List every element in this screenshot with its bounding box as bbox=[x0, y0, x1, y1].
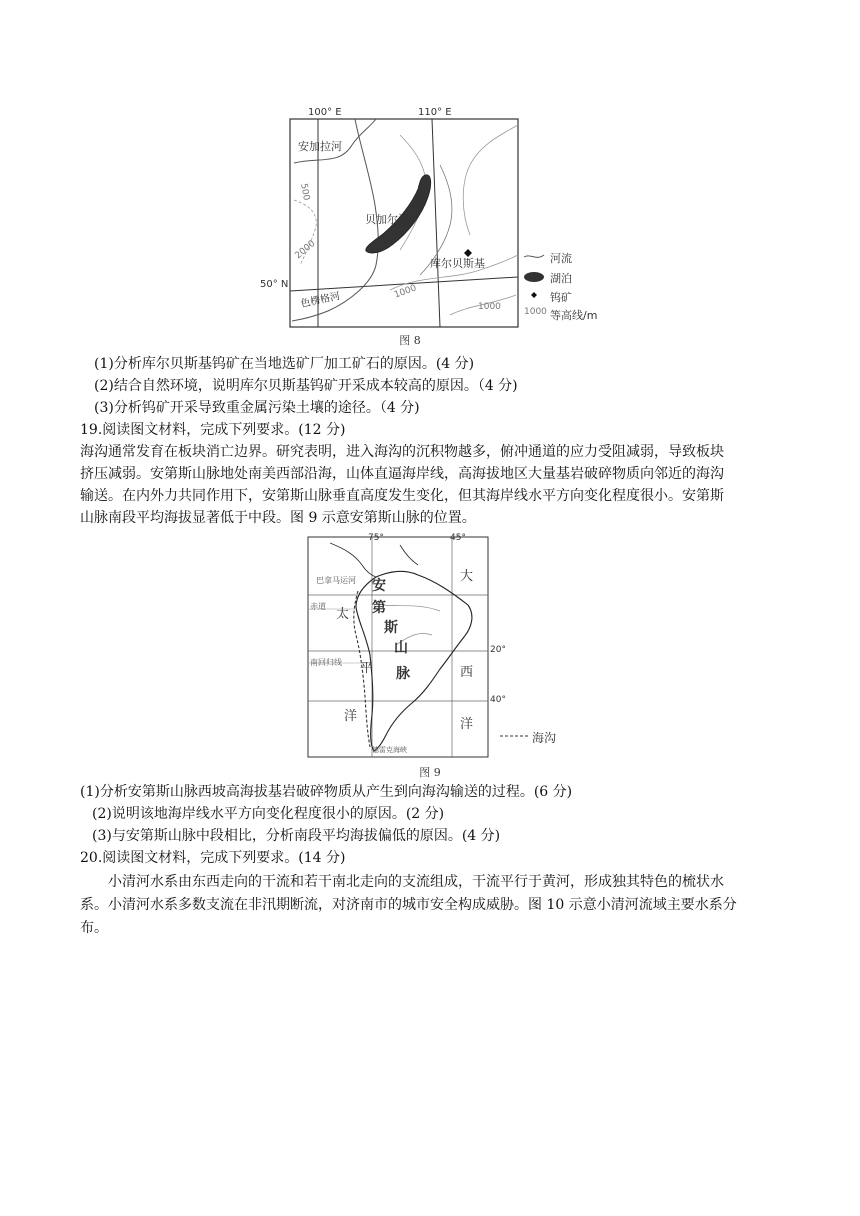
label-yang2: 洋 bbox=[460, 717, 474, 732]
q19-sub2: (2)说明该地海岸线水平方向变化程度很小的原因。(2 分) bbox=[92, 806, 445, 822]
label-an: 安 bbox=[372, 578, 386, 594]
q18-sub2: (2)结合自然环境，说明库尔贝斯基钨矿开采成本较高的原因。（4 分) bbox=[94, 378, 518, 394]
legend-contour-sample: 1000 bbox=[524, 307, 547, 317]
q19-para-line3: 输送。在内外力共同作用下，安第斯山脉垂直高度发生变化，但其海岸线水平方向变化程度很小。安第斯 bbox=[80, 488, 724, 504]
label-angara-river: 安加拉河 bbox=[298, 140, 342, 153]
figure-9-caption: 图 9 bbox=[419, 766, 441, 779]
q20-para-line3: 布。 bbox=[80, 920, 108, 936]
label-tropic: 南回归线 bbox=[310, 658, 342, 667]
figure-8-map bbox=[260, 105, 610, 345]
legend-trench: 海沟 bbox=[532, 731, 557, 745]
label-shan: 山 bbox=[394, 640, 408, 656]
label-lon45: 45° bbox=[450, 533, 466, 543]
label-selenga-river: 色楞格河 bbox=[299, 290, 342, 310]
figure-8-caption: 图 8 bbox=[399, 334, 421, 347]
q20-para-line1: 小清河水系由东西走向的干流和若干南北走向的支流组成，干流平行于黄河，形成独其特色的梳状水 bbox=[108, 874, 724, 890]
contour-label-1000b: 1000 bbox=[478, 302, 501, 312]
label-tai: 太 bbox=[336, 607, 350, 622]
label-lat50: 50° N bbox=[260, 279, 289, 290]
label-lon100: 100° E bbox=[308, 107, 342, 118]
label-lon75: 75° bbox=[368, 533, 384, 543]
q20-para-line2: 系。小清河水系多数支流在非汛期断流，对济南市的城市安全构成威胁。图 10 示意小清河流域主要水系分 bbox=[80, 897, 737, 913]
legend-lake: 湖泊 bbox=[550, 272, 572, 285]
contour-label-500: 500 bbox=[298, 182, 312, 202]
label-canal: 巴拿马运河 bbox=[316, 576, 356, 585]
q19-sub3: (3)与安第斯山脉中段相比，分析南段平均海拔偏低的原因。(4 分) bbox=[92, 828, 501, 844]
label-equator: 赤道 bbox=[310, 602, 326, 611]
label-si: 斯 bbox=[384, 620, 398, 636]
label-lake-baikal: 贝加尔湖 bbox=[365, 213, 409, 226]
q19-para-line2: 挤压减弱。安第斯山脉地处南美西部沿海，山体直逼海岸线，高海拔地区大量基岩破碎物质向邻近的海沟 bbox=[80, 466, 724, 482]
label-yang1: 洋 bbox=[344, 709, 358, 724]
legend-river: 河流 bbox=[550, 252, 572, 265]
label-xi: 西 bbox=[460, 665, 474, 680]
q19-title: 19.阅读图文材料，完成下列要求。(12 分) bbox=[80, 422, 346, 438]
q19-para-line1: 海沟通常发育在板块消亡边界。研究表明，进入海沟的沉积物越多，俯冲通道的应力受阻减弱，导致板块 bbox=[80, 444, 724, 460]
legend-tungsten: 钨矿 bbox=[550, 291, 572, 304]
q19-sub1: (1)分析安第斯山脉西坡高海拔基岩破碎物质从产生到向海沟输送的过程。(6 分) bbox=[80, 784, 573, 800]
label-lat40: 40° bbox=[490, 695, 506, 705]
label-di: 第 bbox=[372, 600, 386, 616]
label-da: 大 bbox=[460, 569, 474, 584]
figure-9-map bbox=[300, 535, 570, 765]
q18-sub1: (1)分析库尔贝斯基钨矿在当地选矿厂加工矿石的原因。(4 分) bbox=[94, 356, 475, 372]
label-mine: 库尔贝斯基 bbox=[430, 257, 485, 270]
label-ping: 平 bbox=[360, 661, 374, 676]
figure-9-map-drawing bbox=[300, 535, 570, 765]
q19-para-line4: 山脉南段平均海拔显著低于中段。图 9 示意安第斯山脉的位置。 bbox=[80, 510, 476, 526]
q20-title: 20.阅读图文材料，完成下列要求。(14 分) bbox=[80, 850, 346, 866]
contour-label-1000a: 1000 bbox=[392, 283, 418, 301]
label-mai: 脉 bbox=[396, 666, 410, 682]
legend-contour: 等高线/m bbox=[550, 309, 598, 322]
contour-label-2000: 2000 bbox=[293, 238, 318, 262]
label-lon110: 110° E bbox=[418, 107, 452, 118]
label-drake: 德雷克海峡 bbox=[372, 746, 407, 754]
label-lat20: 20° bbox=[490, 645, 506, 655]
q18-sub3: (3)分析钨矿开采导致重金属污染土壤的途径。（4 分) bbox=[94, 400, 420, 416]
